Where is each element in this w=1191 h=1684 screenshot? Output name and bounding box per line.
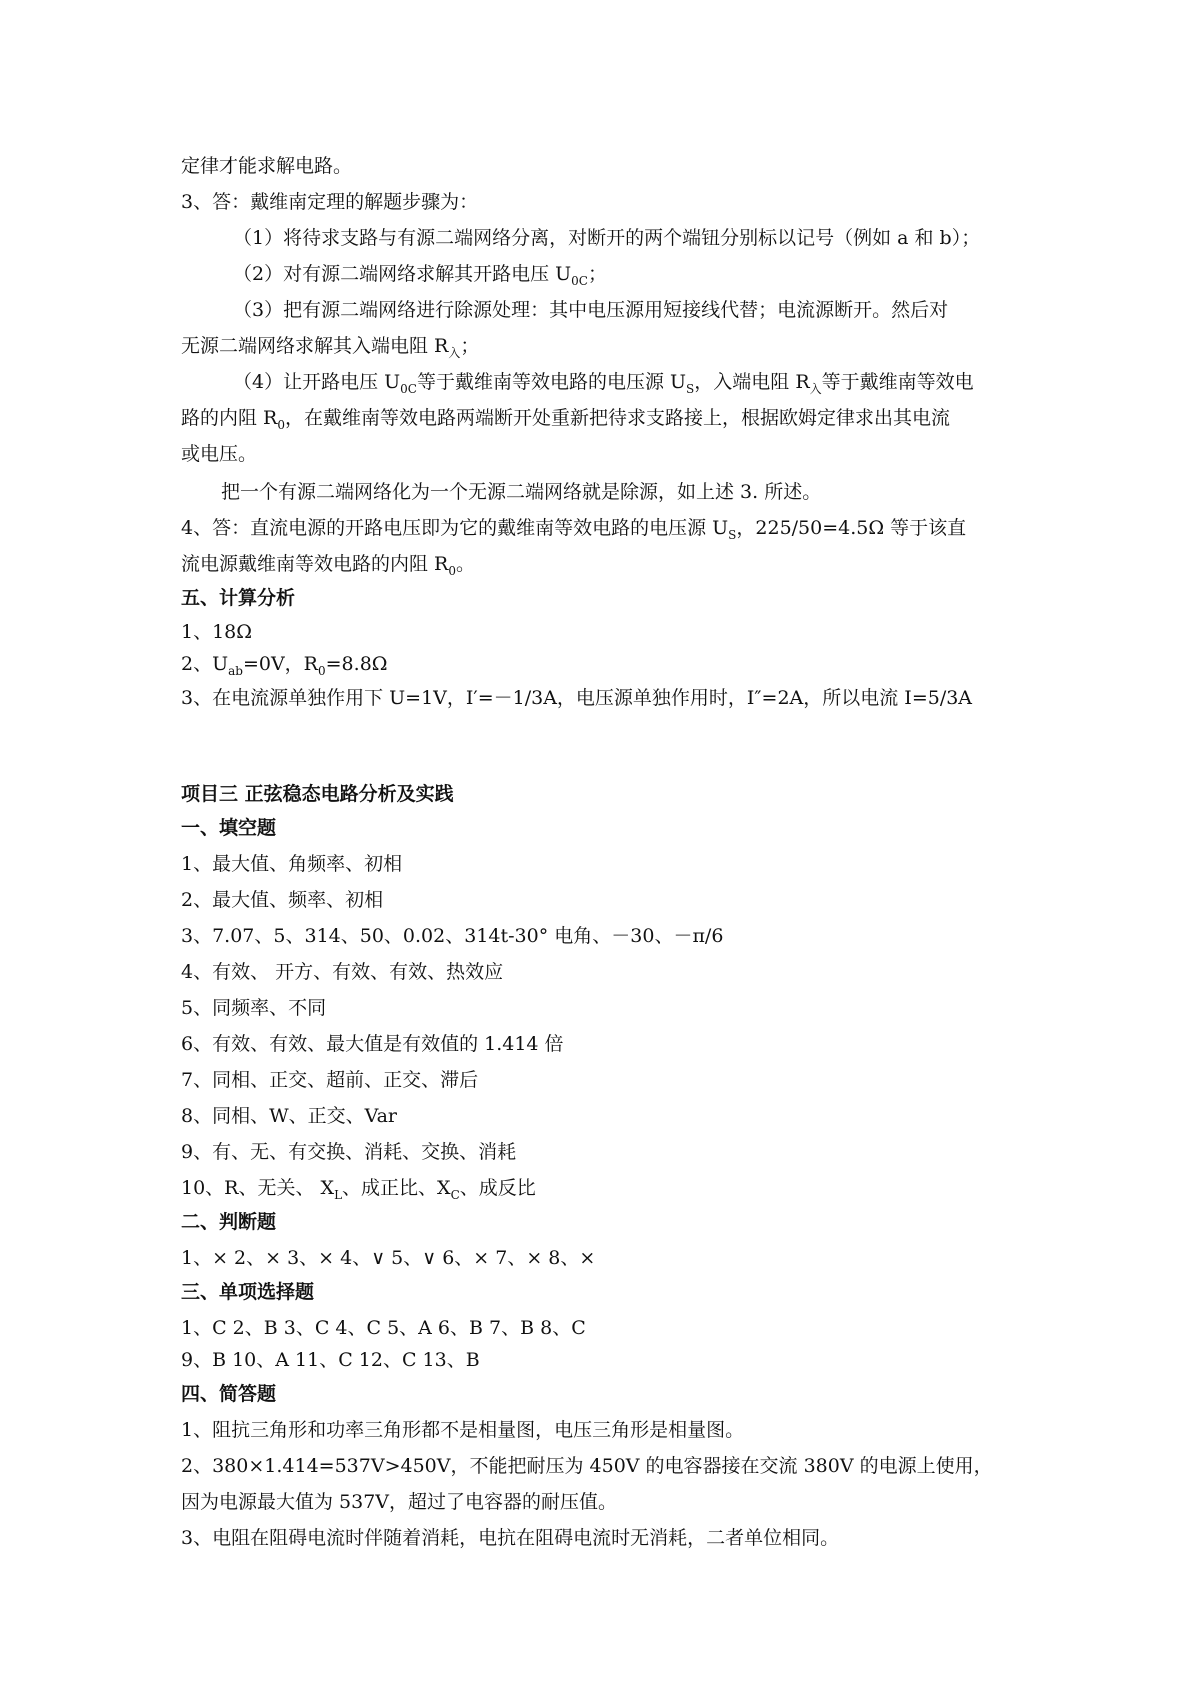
text-line: 2、380×1.414=537V>450V，不能把耐压为 450V 的电容器接在交流 380V 的电源上使用， xyxy=(181,1455,993,1477)
text-line: 5、同频率、不同 xyxy=(181,997,327,1019)
text-line: 10、R、无关、 $X_L$、成正比、$X_C$、成反比 xyxy=(181,1177,536,1202)
text-line: 4、有效、 开方、有效、有效、热效应 xyxy=(181,961,504,983)
text-line: 1、C 2、B 3、C 4、C 5、A 6、B 7、B 8、C xyxy=(181,1317,586,1339)
text-line: 3、在电流源单独作用下 U=1V，I′=－1/3A，电压源单独作用时，I″=2A，所以电流 I=5/3A xyxy=(181,687,973,709)
section-heading: 四、简答题 xyxy=(181,1383,277,1405)
section-heading: 二、判断题 xyxy=(181,1211,277,1233)
step-4-end: 或电压。 xyxy=(181,443,258,465)
step-4-cont: 路的内阻 $R_0$，在戴维南等效电路两端断开处重新把待求支路接上，根据欧姆定律求出其电流 xyxy=(181,407,951,432)
text-line: 3、电阻在阻碍电流时伴随着消耗，电抗在阻碍电流时无消耗，二者单位相同。 xyxy=(181,1527,840,1549)
text-line: 2、最大值、频率、初相 xyxy=(181,889,384,911)
answer-4: 4、答：直流电源的开路电压即为它的戴维南等效电路的电压源 $U_S$，225/50=4.5Ω 等于该直 xyxy=(181,517,967,542)
step-4: （4）让开路电压 $U_{0C}$等于戴维南等效电路的电压源 $U_S$，入端电阻 $R_入$等于戴维南等效电 xyxy=(233,371,974,396)
text-line: 9、B 10、A 11、C 12、C 13、B xyxy=(181,1349,480,1371)
text-line: 把一个有源二端网络化为一个无源二端网络就是除源，如上述 3. 所述。 xyxy=(221,481,822,503)
text-line: 1、最大值、角频率、初相 xyxy=(181,853,403,875)
section-heading: 三、单项选择题 xyxy=(181,1281,315,1303)
text-line: 2、$U_{ab}=0V$，$R_0=8.8\Omega$ xyxy=(181,653,388,678)
text-line: 3、7.07、5、314、50、0.02、314t-30° 电角、－30、－π/6 xyxy=(181,925,724,947)
text-line: 1、阻抗三角形和功率三角形都不是相量图，电压三角形是相量图。 xyxy=(181,1419,745,1441)
step-2: （2）对有源二端网络求解其开路电压 $U_{0C}$； xyxy=(233,263,607,288)
answer-4-cont: 流电源戴维南等效电路的内阻 $R_0$。 xyxy=(181,553,476,578)
project-title: 项目三 正弦稳态电路分析及实践 xyxy=(181,783,454,805)
text-line: 9、有、无、有交换、消耗、交换、消耗 xyxy=(181,1141,517,1163)
text-line: 8、同相、W、正交、Var xyxy=(181,1105,398,1127)
answer-3-heading: 3、答：戴维南定理的解题步骤为： xyxy=(181,191,479,213)
text-line: 因为电源最大值为 537V，超过了电容器的耐压值。 xyxy=(181,1491,618,1513)
text-line: 1、18Ω xyxy=(181,621,253,643)
section-heading: 一、填空题 xyxy=(181,817,277,839)
text-line: 1、× 2、× 3、× 4、∨ 5、∨ 6、× 7、× 8、× xyxy=(181,1247,596,1269)
step-3: （3）把有源二端网络进行除源处理：其中电压源用短接线代替；电流源断开。然后对 xyxy=(233,299,949,321)
text-line: 7、同相、正交、超前、正交、滞后 xyxy=(181,1069,479,1091)
section-heading: 五、计算分析 xyxy=(181,587,296,609)
step-3-cont: 无源二端网络求解其入端电阻 $R_入$； xyxy=(181,335,480,360)
step-1: （1）将待求支路与有源二端网络分离，对断开的两个端钮分别标以记号（例如 a 和 b）； xyxy=(233,227,981,249)
text-line: 6、有效、有效、最大值是有效值的 1.414 倍 xyxy=(181,1033,564,1055)
text-line: 定律才能求解电路。 xyxy=(181,155,353,177)
